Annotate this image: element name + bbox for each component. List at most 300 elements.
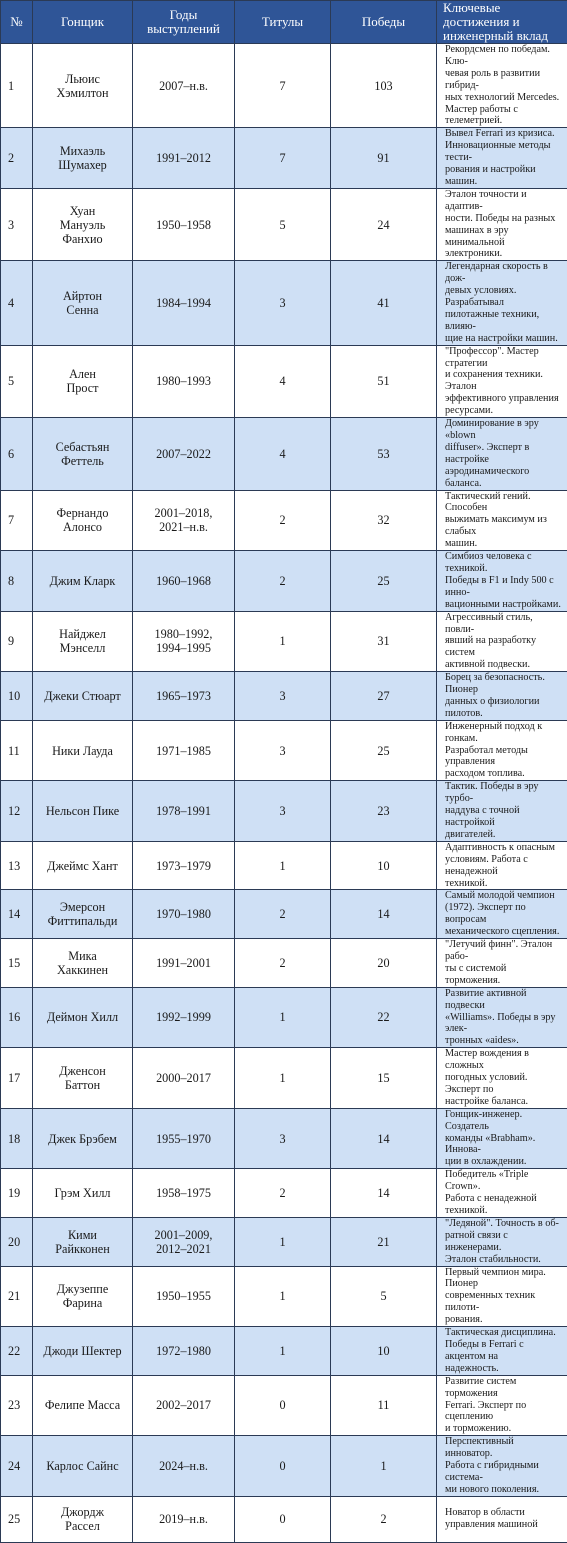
achievement-line: Вывел Ferrari из кризиса. <box>445 128 563 140</box>
racer-achievements <box>437 720 567 781</box>
racer-titles: 1 <box>235 1266 331 1327</box>
achievement-line: "Ледяной". Точность в об- <box>445 1218 563 1230</box>
row-num: 25 <box>1 1496 33 1542</box>
achievement-line: машинах в эру минимальной <box>445 225 563 249</box>
table-row <box>1 611 567 672</box>
row-num: 3 <box>1 188 33 260</box>
achievement-line: и сохранения техники. Эталон <box>445 369 563 393</box>
racer-name-line: Фелипе Масса <box>33 1398 132 1412</box>
achievement-line: Доминирование в эру «blown <box>445 418 563 442</box>
racer-name <box>33 720 133 781</box>
racer-wins: 24 <box>331 188 437 260</box>
racer-years-line: 2001–2009, <box>133 1228 234 1242</box>
racer-name <box>33 1496 133 1542</box>
racer-name-line: Алонсо <box>33 520 132 534</box>
achievement-line: Гонщик-инженер. Создатель <box>445 1109 563 1133</box>
racer-years-line: 2019–н.в. <box>133 1512 234 1526</box>
racer-name-line: Мануэль <box>33 218 132 232</box>
achievement-line: рования. <box>445 1314 563 1326</box>
row-num: 5 <box>1 345 33 417</box>
achievement-line: ности. Победы на разных <box>445 213 563 225</box>
achievement-line: Рекордсмен по победам. Клю- <box>445 44 563 68</box>
achievement-line: Мастер вождения в сложных <box>445 1048 563 1072</box>
racer-years-line: 1960–1968 <box>133 574 234 588</box>
racer-years-line: 1970–1980 <box>133 907 234 921</box>
racer-achievements <box>437 1327 567 1376</box>
racer-name <box>33 890 133 939</box>
header-racer: Гонщик <box>33 1 133 44</box>
achievement-line: ных технологий Mercedes. <box>445 92 563 104</box>
achievement-line: вационными настройками. <box>445 599 563 611</box>
racer-achievements <box>437 841 567 890</box>
achievement-line: Эталон точности и адаптив- <box>445 189 563 213</box>
achievement-line: Первый чемпион мира. Пионер <box>445 1267 563 1291</box>
racer-titles: 5 <box>235 188 331 260</box>
racer-years <box>133 1048 235 1109</box>
racer-years <box>133 781 235 842</box>
table-row <box>1 939 567 988</box>
racer-name-line: Джордж <box>33 1505 132 1519</box>
racer-titles: 0 <box>235 1436 331 1497</box>
racer-name <box>33 781 133 842</box>
row-num: 15 <box>1 939 33 988</box>
racer-wins: 5 <box>331 1266 437 1327</box>
achievement-line: активной подвески. <box>445 659 563 671</box>
achievement-line: тронных «aides». <box>445 1035 563 1047</box>
achievement-line: современных техник пилоти- <box>445 1290 563 1314</box>
racer-years <box>133 720 235 781</box>
racer-years <box>133 261 235 345</box>
header-titles: Титулы <box>235 1 331 44</box>
racer-wins: 11 <box>331 1375 437 1436</box>
racer-years <box>133 1108 235 1169</box>
racer-titles: 1 <box>235 1217 331 1266</box>
racer-years <box>133 1496 235 1542</box>
table-row <box>1 490 567 551</box>
racer-name <box>33 1048 133 1109</box>
row-num: 2 <box>1 128 33 189</box>
racer-years-line: 2012–2021 <box>133 1242 234 1256</box>
racer-years-line: 2001–2018, <box>133 506 234 520</box>
racer-wins: 53 <box>331 418 437 490</box>
racer-achievements <box>437 1217 567 1266</box>
table-row <box>1 1375 567 1436</box>
achievement-line: девых условиях. Разрабатывал <box>445 285 563 309</box>
racer-years-line: 2024–н.в. <box>133 1459 234 1473</box>
racer-wins: 27 <box>331 672 437 721</box>
table-row <box>1 672 567 721</box>
racer-name-line: Фанхио <box>33 232 132 246</box>
racer-name-line: Деймон Хилл <box>33 1010 132 1024</box>
racer-years-line: 2000–2017 <box>133 1071 234 1085</box>
racer-years <box>133 890 235 939</box>
racer-wins: 51 <box>331 345 437 417</box>
racer-wins: 21 <box>331 1217 437 1266</box>
row-num: 13 <box>1 841 33 890</box>
achievement-line: данных о физиологии пилотов. <box>445 696 563 720</box>
achievement-line: техникой. <box>445 878 563 890</box>
racer-years-line: 1980–1993 <box>133 374 234 388</box>
racer-years <box>133 551 235 612</box>
achievement-line: Победы в F1 и Indy 500 с инно- <box>445 575 563 599</box>
racer-years <box>133 1436 235 1497</box>
racer-titles: 3 <box>235 720 331 781</box>
racer-achievements <box>437 345 567 417</box>
racer-name <box>33 1217 133 1266</box>
racer-name-line: Дженсон <box>33 1064 132 1078</box>
racer-years-line: 1971–1985 <box>133 744 234 758</box>
achievement-line: Тактическая дисциплина. <box>445 1327 563 1339</box>
racer-wins: 25 <box>331 551 437 612</box>
achievement-line: наддува с точной настройкой <box>445 805 563 829</box>
racer-titles: 1 <box>235 611 331 672</box>
racer-wins: 103 <box>331 44 437 128</box>
racer-name-line: Джеймс Хант <box>33 859 132 873</box>
racer-name <box>33 1169 133 1218</box>
row-num: 21 <box>1 1266 33 1327</box>
racer-name-line: Баттон <box>33 1078 132 1092</box>
achievement-line: Эталон стабильности. <box>445 1254 563 1266</box>
row-num: 22 <box>1 1327 33 1376</box>
racer-years-line: 1950–1955 <box>133 1289 234 1303</box>
achievement-line: явший на разработку систем <box>445 635 563 659</box>
racer-years-line: 1994–1995 <box>133 641 234 655</box>
racer-achievements <box>437 1375 567 1436</box>
racer-years-line: 1992–1999 <box>133 1010 234 1024</box>
racer-years-line: 1991–2012 <box>133 151 234 165</box>
table-row <box>1 128 567 189</box>
achievement-line: Новатор в области <box>445 1507 563 1519</box>
racer-titles: 7 <box>235 44 331 128</box>
racer-wins: 10 <box>331 1327 437 1376</box>
achievement-line: управления машиной <box>445 1519 563 1531</box>
racer-years-line: 2007–н.в. <box>133 79 234 93</box>
racer-titles: 0 <box>235 1375 331 1436</box>
row-num: 10 <box>1 672 33 721</box>
racer-years-line: 1950–1958 <box>133 218 234 232</box>
header-achievements-line: Ключевые достижения и <box>443 1 567 29</box>
racer-years <box>133 1217 235 1266</box>
racer-name-line: Сенна <box>33 303 132 317</box>
racer-name <box>33 1327 133 1376</box>
achievement-line: Борец за безопасность. Пионер <box>445 672 563 696</box>
racer-wins: 23 <box>331 781 437 842</box>
racer-name <box>33 44 133 128</box>
table-row <box>1 551 567 612</box>
racer-name <box>33 841 133 890</box>
row-num: 1 <box>1 44 33 128</box>
achievement-line: "Профессор". Мастер стратегии <box>445 346 563 370</box>
racer-years <box>133 672 235 721</box>
achievement-line: щие на настройки машин. <box>445 333 563 345</box>
racer-achievements <box>437 1496 567 1542</box>
achievement-line: настройке баланса. <box>445 1096 563 1108</box>
row-num: 7 <box>1 490 33 551</box>
achievement-line: (1972). Эксперт по вопросам <box>445 902 563 926</box>
racer-achievements <box>437 611 567 672</box>
header-achievements <box>437 1 567 44</box>
row-num: 11 <box>1 720 33 781</box>
racer-titles: 3 <box>235 672 331 721</box>
racer-achievements <box>437 781 567 842</box>
row-num: 17 <box>1 1048 33 1109</box>
header-wins: Победы <box>331 1 437 44</box>
table-row <box>1 1169 567 1218</box>
table-row <box>1 188 567 260</box>
table-row <box>1 781 567 842</box>
row-num: 20 <box>1 1217 33 1266</box>
achievement-line: «Williams». Победы в эру элек- <box>445 1012 563 1036</box>
racer-titles: 2 <box>235 551 331 612</box>
achievement-line: Агрессивный стиль, повли- <box>445 612 563 636</box>
racer-years-line: 2021–н.в. <box>133 520 234 534</box>
racer-achievements <box>437 939 567 988</box>
racer-name <box>33 261 133 345</box>
achievement-line: Победитель «Triple Crown». <box>445 1169 563 1193</box>
racer-titles: 4 <box>235 345 331 417</box>
racer-wins: 1 <box>331 1436 437 1497</box>
racer-name-line: Михаэль <box>33 144 132 158</box>
table-row <box>1 1436 567 1497</box>
achievement-line: машин. <box>445 538 563 550</box>
racer-achievements <box>437 1436 567 1497</box>
achievement-line: расходом топлива. <box>445 768 563 780</box>
racer-years-line: 1958–1975 <box>133 1186 234 1200</box>
racer-name-line: Эмерсон <box>33 900 132 914</box>
racer-titles: 2 <box>235 939 331 988</box>
row-num: 8 <box>1 551 33 612</box>
achievement-line: Инженерный подход к гонкам. <box>445 721 563 745</box>
racer-years-line: 1972–1980 <box>133 1344 234 1358</box>
table-row <box>1 1327 567 1376</box>
achievement-line: ции в охлаждении. <box>445 1156 563 1168</box>
racer-titles: 1 <box>235 987 331 1048</box>
achievement-line: Тактический гений. Способен <box>445 491 563 515</box>
racer-name <box>33 611 133 672</box>
racer-name <box>33 188 133 260</box>
racer-wins: 31 <box>331 611 437 672</box>
racer-years <box>133 44 235 128</box>
achievement-line: рования и настройки машин. <box>445 164 563 188</box>
achievement-line: ми нового поколения. <box>445 1484 563 1496</box>
racer-name <box>33 490 133 551</box>
racer-years <box>133 1327 235 1376</box>
racer-wins: 41 <box>331 261 437 345</box>
achievement-line: Перспективный инноватор. <box>445 1436 563 1460</box>
racer-wins: 14 <box>331 1108 437 1169</box>
racer-titles: 2 <box>235 490 331 551</box>
achievement-line: пилотажные техники, влияю- <box>445 309 563 333</box>
achievement-line: Ferrari. Эксперт по сцеплению <box>445 1400 563 1424</box>
racer-name <box>33 1266 133 1327</box>
racer-achievements <box>437 44 567 128</box>
racer-achievements <box>437 551 567 612</box>
racer-titles: 0 <box>235 1496 331 1542</box>
racer-achievements <box>437 987 567 1048</box>
racer-name <box>33 345 133 417</box>
racer-titles: 1 <box>235 1327 331 1376</box>
achievement-line: Симбиоз человека с техникой. <box>445 551 563 575</box>
racer-wins: 14 <box>331 890 437 939</box>
racer-name-line: Хаккинен <box>33 963 132 977</box>
table-row <box>1 987 567 1048</box>
achievement-line: Инновационные методы тести- <box>445 140 563 164</box>
racer-years-line: 1955–1970 <box>133 1132 234 1146</box>
racer-achievements <box>437 1048 567 1109</box>
racer-name-line: Хэмилтон <box>33 86 132 100</box>
racer-name <box>33 128 133 189</box>
achievement-line: электроники. <box>445 248 563 260</box>
row-num: 6 <box>1 418 33 490</box>
racer-name-line: Джузеппе <box>33 1282 132 1296</box>
header-years-line: Годы <box>133 8 234 22</box>
table-row <box>1 1108 567 1169</box>
racer-name <box>33 987 133 1048</box>
racer-wins: 25 <box>331 720 437 781</box>
racer-titles: 1 <box>235 841 331 890</box>
table-row <box>1 1496 567 1542</box>
racer-titles: 4 <box>235 418 331 490</box>
row-num: 12 <box>1 781 33 842</box>
racer-name-line: Прост <box>33 381 132 395</box>
racer-name-line: Льюис <box>33 72 132 86</box>
racer-name-line: Рассел <box>33 1519 132 1533</box>
racer-years-line: 1965–1973 <box>133 689 234 703</box>
racer-years-line: 1978–1991 <box>133 804 234 818</box>
racer-years-line: 1984–1994 <box>133 296 234 310</box>
achievement-line: Победы в Ferrari с акцентом на <box>445 1339 563 1363</box>
racer-name-line: Мика <box>33 949 132 963</box>
racer-name <box>33 1375 133 1436</box>
achievement-line: ты с системой торможения. <box>445 963 563 987</box>
racer-years-line: 1973–1979 <box>133 859 234 873</box>
racer-achievements <box>437 1169 567 1218</box>
racer-years-line: 2007–2022 <box>133 447 234 461</box>
racer-wins: 91 <box>331 128 437 189</box>
achievement-line: выжимать максимум из слабых <box>445 514 563 538</box>
row-num: 23 <box>1 1375 33 1436</box>
achievement-line: надежность. <box>445 1363 563 1375</box>
racer-achievements <box>437 188 567 260</box>
racer-years <box>133 1169 235 1218</box>
row-num: 4 <box>1 261 33 345</box>
racer-name-line: Фернандо <box>33 506 132 520</box>
racer-name-line: Ален <box>33 367 132 381</box>
table-header-row <box>1 1 567 44</box>
table-row <box>1 345 567 417</box>
racer-name-line: Джек Брэбем <box>33 1132 132 1146</box>
achievement-line: механического сцепления. <box>445 926 563 938</box>
racer-name-line: Джеки Стюарт <box>33 689 132 703</box>
achievement-line: Мастер работы с телеметрией. <box>445 104 563 128</box>
achievement-line: и торможению. <box>445 1423 563 1435</box>
achievement-line: Адаптивность к опасным <box>445 842 563 854</box>
achievement-line: ратной связи с инженерами. <box>445 1230 563 1254</box>
racer-name-line: Карлос Сайнс <box>33 1459 132 1473</box>
racer-name-line: Фарина <box>33 1296 132 1310</box>
row-num: 19 <box>1 1169 33 1218</box>
row-num: 18 <box>1 1108 33 1169</box>
racer-years <box>133 987 235 1048</box>
table-row <box>1 1048 567 1109</box>
achievement-line: Тактик. Победы в эру турбо- <box>445 781 563 805</box>
racer-wins: 32 <box>331 490 437 551</box>
achievement-line: двигателей. <box>445 829 563 841</box>
table-row <box>1 1217 567 1266</box>
racer-achievements <box>437 1266 567 1327</box>
racer-years-line: 2002–2017 <box>133 1398 234 1412</box>
header-years <box>133 1 235 44</box>
achievement-line: "Летучий финн". Эталон рабо- <box>445 939 563 963</box>
racer-name-line: Нельсон Пике <box>33 804 132 818</box>
racer-name-line: Кими <box>33 1228 132 1242</box>
table-row <box>1 44 567 128</box>
racer-years <box>133 345 235 417</box>
racer-years <box>133 418 235 490</box>
racer-titles: 3 <box>235 1108 331 1169</box>
racer-years-line: 1980–1992, <box>133 627 234 641</box>
table-row <box>1 261 567 345</box>
racer-achievements <box>437 672 567 721</box>
racer-name-line: Райкконен <box>33 1242 132 1256</box>
racer-name-line: Джим Кларк <box>33 574 132 588</box>
racer-name-line: Найджел <box>33 627 132 641</box>
achievement-line: условиям. Работа с ненадежной <box>445 854 563 878</box>
racer-years <box>133 939 235 988</box>
achievement-line: Развитие активной подвески <box>445 988 563 1012</box>
header-years-line: выступлений <box>133 22 234 36</box>
racer-wins: 14 <box>331 1169 437 1218</box>
racer-name <box>33 551 133 612</box>
racer-name-line: Грэм Хилл <box>33 1186 132 1200</box>
racer-name-line: Ники Лауда <box>33 744 132 758</box>
racer-years <box>133 1266 235 1327</box>
row-num: 9 <box>1 611 33 672</box>
racer-achievements <box>437 1108 567 1169</box>
table-row <box>1 890 567 939</box>
table-row <box>1 841 567 890</box>
racer-titles: 3 <box>235 781 331 842</box>
racer-achievements <box>437 418 567 490</box>
racer-name-line: Фиттипальди <box>33 914 132 928</box>
racer-titles: 3 <box>235 261 331 345</box>
racer-years <box>133 490 235 551</box>
racer-name <box>33 1108 133 1169</box>
achievement-line: эффективного управления <box>445 393 563 405</box>
table-row <box>1 720 567 781</box>
table-row <box>1 1266 567 1327</box>
row-num: 14 <box>1 890 33 939</box>
racer-achievements <box>437 128 567 189</box>
racer-achievements <box>437 261 567 345</box>
achievement-line: чевая роль в развитии гибрид- <box>445 68 563 92</box>
racer-titles: 7 <box>235 128 331 189</box>
racer-titles: 1 <box>235 1048 331 1109</box>
racer-name-line: Шумахер <box>33 158 132 172</box>
header-achievements-line: инженерный вклад <box>443 29 567 43</box>
racer-name <box>33 672 133 721</box>
row-num: 24 <box>1 1436 33 1497</box>
racer-name <box>33 939 133 988</box>
achievement-line: Работа с ненадежной техникой. <box>445 1193 563 1217</box>
achievement-line: команды «Brabham». Иннова- <box>445 1133 563 1157</box>
racer-years <box>133 1375 235 1436</box>
racer-name-line: Феттель <box>33 454 132 468</box>
achievement-line: diffuser». Эксперт в настройке <box>445 442 563 466</box>
header-num: № <box>1 1 33 44</box>
achievement-line: Легендарная скорость в дож- <box>445 261 563 285</box>
racer-name-line: Хуан <box>33 204 132 218</box>
